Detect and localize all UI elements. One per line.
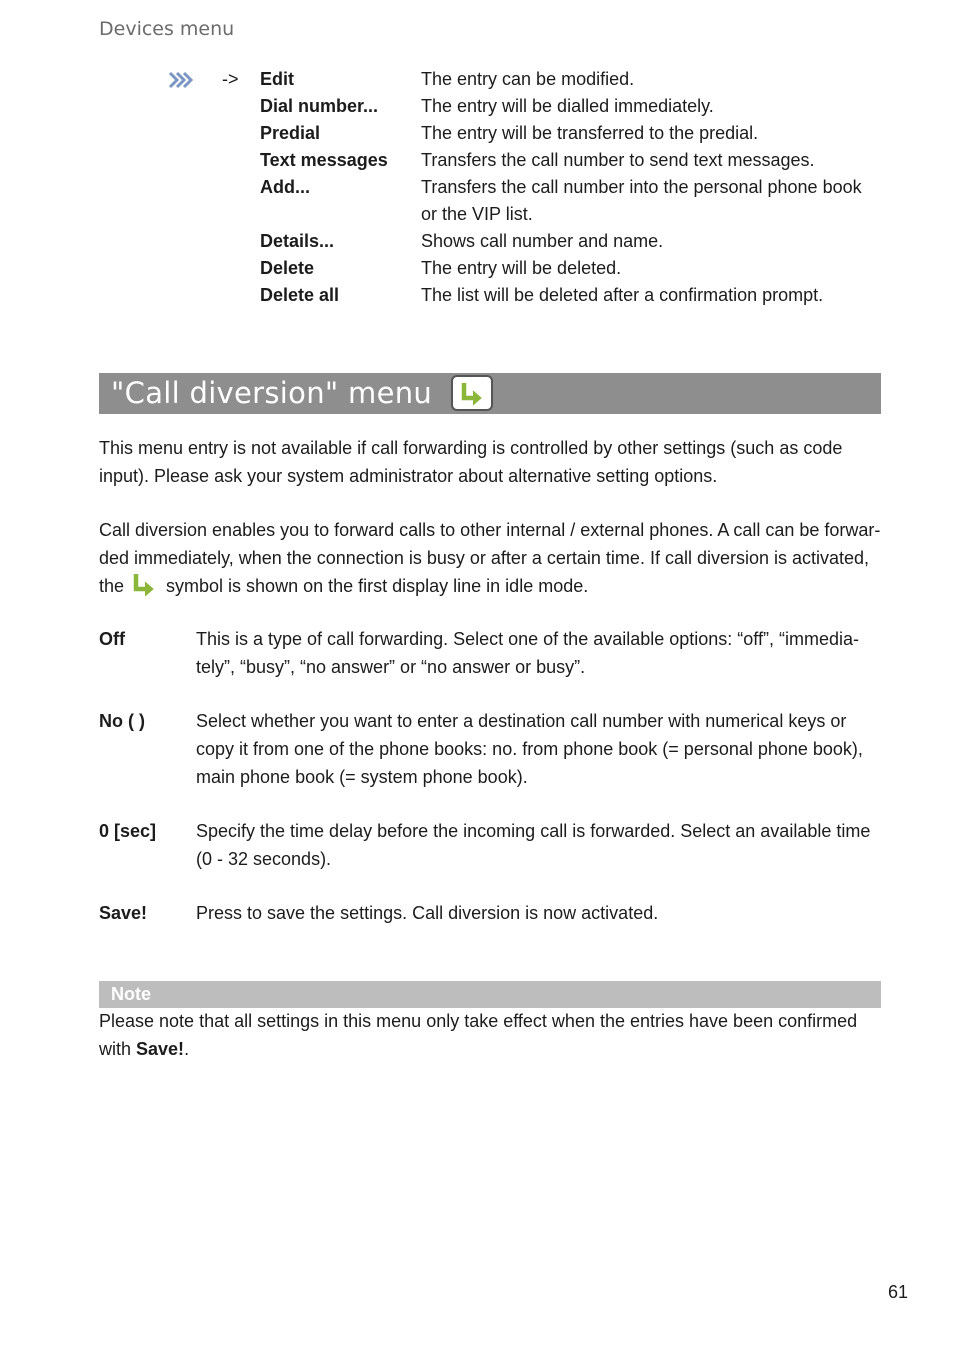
menu-option-term: Text messages: [260, 150, 388, 170]
menu-option-row: [168, 174, 888, 228]
menu-option-row: [168, 120, 888, 147]
menu-option-desc: The entry will be transferred to the predial.: [421, 123, 759, 143]
setting-row: [99, 707, 889, 791]
page-number: 61: [888, 1282, 909, 1302]
description-text-part1: Call diversion enables you to forward calls to other internal / external phones. A call can be forwar-ded immediately, when the connection is busy or after a certain time. If call diversion is activated, the: [99, 520, 881, 596]
menu-option-desc: The entry will be deleted.: [421, 258, 622, 278]
menu-option-prefix: ->: [222, 69, 239, 89]
note-text-part1: Please note that all settings in this menu only take effect when the entries have been confirmed with: [99, 1011, 858, 1059]
note-text-part2: .: [184, 1039, 190, 1059]
menu-option-desc: The list will be deleted after a confirmation prompt.: [421, 285, 824, 305]
intro-paragraph: This menu entry is not available if call forwarding is controlled by other settings (such as code input). Please ask your system administrator about alternative setting options.: [99, 438, 843, 486]
settings-definition-list: [99, 625, 889, 953]
note-text: [99, 1007, 879, 1063]
setting-term: Off: [99, 629, 125, 649]
setting-row: [99, 899, 889, 927]
description-text-part2: symbol is shown on the first display line in idle mode.: [166, 576, 589, 596]
menu-option-row: [168, 93, 888, 120]
setting-term: 0 [sec]: [99, 821, 157, 841]
menu-option-desc: Shows call number and name.: [421, 231, 664, 251]
menu-option-row: [168, 66, 888, 93]
running-head: Devices menu: [99, 18, 235, 40]
menu-option-desc: Transfers the call number into the personal phone book or the VIP list.: [421, 177, 862, 224]
section-title: "Call diversion" menu: [111, 376, 433, 410]
menu-option-desc: The entry can be modified.: [421, 69, 635, 89]
menu-option-desc: The entry will be dialled immediately.: [421, 96, 714, 116]
setting-desc: Select whether you want to enter a destination call number with numerical keys or copy it from one of the phone books: no. from phone book (= personal phone book), main phone book (= system phone book).: [196, 711, 863, 787]
menu-option-term: Delete all: [260, 285, 340, 305]
menu-option-row: [168, 228, 888, 255]
note-heading-bar: [99, 981, 881, 1008]
setting-desc: Specify the time delay before the incoming call is forwarded. Select an available time (0 - 32 seconds).: [196, 821, 871, 869]
setting-term: No ( ): [99, 711, 145, 731]
menu-option-row: [168, 147, 888, 174]
section-heading-bar: [99, 373, 881, 414]
menu-option-desc: Transfers the call number to send text messages.: [421, 150, 815, 170]
call-diversion-icon: [130, 572, 158, 598]
setting-row: [99, 817, 889, 873]
double-chevron-right-icon: [168, 70, 194, 90]
menu-option-term: Add...: [260, 177, 310, 197]
menu-option-term: Dial number...: [260, 96, 379, 116]
menu-option-term: Details...: [260, 231, 335, 251]
menu-option-term: Edit: [260, 69, 294, 89]
setting-row: [99, 625, 889, 681]
setting-desc: This is a type of call forwarding. Select one of the available options: “off”, “immedia-tely”, “busy”, “no answer” or “no answer or busy”.: [196, 629, 859, 677]
menu-option-term: Predial: [260, 123, 321, 143]
menu-option-term: Delete: [260, 258, 315, 278]
note-save-keyword: Save!: [136, 1039, 185, 1059]
menu-option-row: [168, 282, 888, 309]
description-paragraph: [99, 516, 889, 600]
setting-desc: Press to save the settings. Call diversion is now activated.: [196, 903, 659, 923]
menu-options-list: [168, 66, 888, 309]
call-diversion-icon: [451, 375, 493, 411]
menu-option-row: [168, 255, 888, 282]
note-label: Note: [111, 984, 151, 1004]
setting-term: Save!: [99, 903, 148, 923]
